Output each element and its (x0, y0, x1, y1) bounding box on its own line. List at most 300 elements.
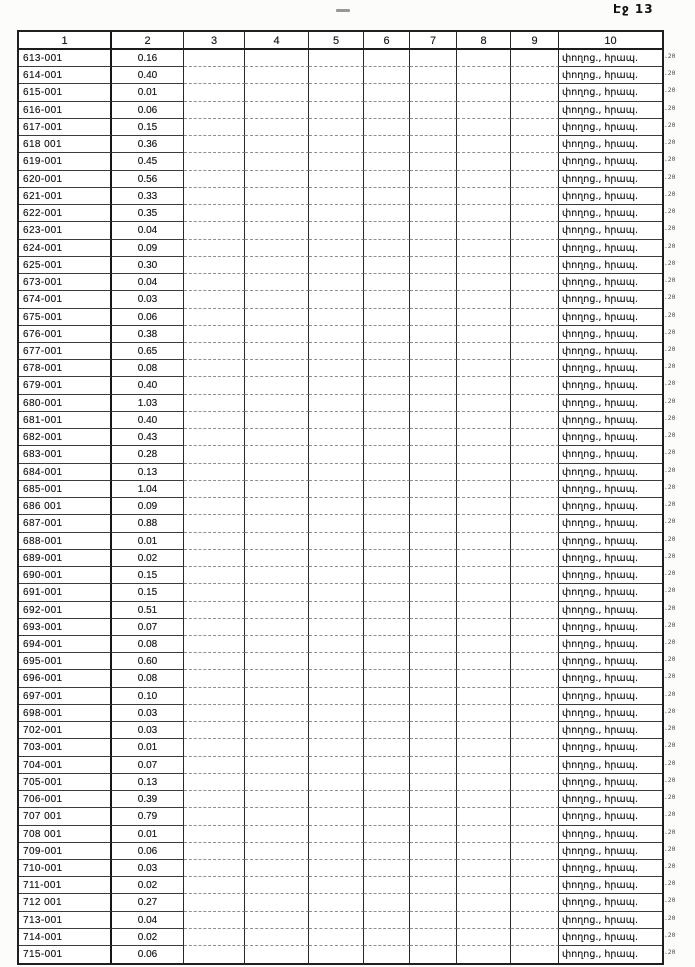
cell-empty (184, 377, 245, 394)
cell-empty (457, 153, 511, 170)
cell-category-note: փողոց., հրապ. (559, 894, 662, 911)
cell-empty (184, 791, 245, 808)
cell-code: 624-001 (19, 240, 112, 257)
cell-empty (364, 84, 410, 101)
cell-empty (184, 929, 245, 946)
cell-code: 683-001 (19, 446, 112, 463)
cell-code: 710-001 (19, 860, 112, 877)
cell-empty (245, 653, 309, 670)
table-row (19, 205, 662, 222)
cell-empty (309, 636, 364, 653)
cell-category-note: փողոց., հրապ. (559, 102, 662, 119)
cell-value: 0.43 (112, 429, 184, 446)
cell-category-note: փողոց., հրապ. (559, 757, 662, 774)
cell-empty (410, 894, 457, 911)
cell-empty (410, 774, 457, 791)
cell-empty (410, 653, 457, 670)
column-header: 7 (410, 32, 457, 50)
cell-empty (184, 670, 245, 687)
cell-empty (245, 602, 309, 619)
cell-value: 0.33 (112, 188, 184, 205)
cell-category-note: փողոց., հրապ. (559, 912, 662, 929)
cell-empty (457, 481, 511, 498)
cell-empty (184, 153, 245, 170)
table-row (19, 136, 662, 153)
cell-empty (364, 894, 410, 911)
edge-mark: .20 (664, 931, 676, 939)
scan-artifact (336, 9, 350, 12)
cell-value: 0.06 (112, 309, 184, 326)
cell-value: 0.51 (112, 602, 184, 619)
cell-empty (410, 946, 457, 963)
cell-empty (364, 481, 410, 498)
cell-empty (245, 343, 309, 360)
cell-empty (410, 377, 457, 394)
cell-empty (184, 84, 245, 101)
cell-value: 0.28 (112, 446, 184, 463)
edge-mark: .20 (664, 500, 676, 508)
edge-mark: .20 (664, 345, 676, 353)
cell-empty (245, 757, 309, 774)
cell-code: 677-001 (19, 343, 112, 360)
cell-empty (309, 274, 364, 291)
cell-empty (309, 619, 364, 636)
cell-empty (364, 688, 410, 705)
cell-empty (511, 688, 559, 705)
cell-category-note: փողոց., հրապ. (559, 602, 662, 619)
cell-value: 0.56 (112, 171, 184, 188)
table-row (19, 343, 662, 360)
cell-empty (184, 515, 245, 532)
cell-empty (184, 826, 245, 843)
cell-empty (245, 774, 309, 791)
table-row (19, 826, 662, 843)
cell-empty (309, 791, 364, 808)
cell-empty (245, 67, 309, 84)
cell-empty (364, 757, 410, 774)
table-row (19, 688, 662, 705)
cell-empty (245, 722, 309, 739)
cell-empty (457, 791, 511, 808)
cell-empty (410, 481, 457, 498)
cell-empty (410, 464, 457, 481)
cell-code: 693-001 (19, 619, 112, 636)
cell-empty (245, 153, 309, 170)
cell-empty (184, 498, 245, 515)
cell-empty (457, 412, 511, 429)
cell-category-note: փողոց., հրապ. (559, 860, 662, 877)
cell-empty (511, 515, 559, 532)
edge-mark: .20 (664, 569, 676, 577)
edge-mark: .20 (664, 86, 676, 95)
cell-empty (309, 860, 364, 877)
cell-empty (364, 722, 410, 739)
cell-value: 0.01 (112, 826, 184, 843)
cell-empty (364, 446, 410, 463)
cell-empty (410, 153, 457, 170)
cell-empty (457, 877, 511, 894)
cell-empty (184, 257, 245, 274)
cell-code: 676-001 (19, 326, 112, 343)
cell-empty (184, 446, 245, 463)
cell-empty (364, 929, 410, 946)
cell-empty (511, 222, 559, 239)
cell-empty (184, 395, 245, 412)
cell-empty (511, 67, 559, 84)
table-row (19, 929, 662, 946)
cell-category-note: փողոց., հրապ. (559, 722, 662, 739)
cell-empty (309, 912, 364, 929)
cell-empty (309, 343, 364, 360)
cell-value: 0.88 (112, 515, 184, 532)
cell-empty (309, 688, 364, 705)
cell-empty (511, 670, 559, 687)
cell-empty (184, 274, 245, 291)
cell-empty (245, 636, 309, 653)
cell-empty (457, 309, 511, 326)
cell-empty (364, 343, 410, 360)
cell-empty (364, 360, 410, 377)
table-row (19, 377, 662, 394)
table-row (19, 636, 662, 653)
cell-code: 625-001 (19, 257, 112, 274)
cell-empty (184, 946, 245, 963)
cell-empty (511, 446, 559, 463)
cell-empty (245, 619, 309, 636)
cell-empty (457, 602, 511, 619)
column-header: 2 (112, 32, 184, 50)
table-row (19, 429, 662, 446)
cell-category-note: փողոց., հրապ. (559, 377, 662, 394)
cell-empty (511, 808, 559, 825)
cell-empty (410, 67, 457, 84)
edge-mark: .20 (664, 259, 676, 267)
cell-code: 694-001 (19, 636, 112, 653)
cell-empty (245, 84, 309, 101)
cell-empty (511, 274, 559, 291)
cell-value: 0.40 (112, 377, 184, 394)
cell-empty (410, 222, 457, 239)
cell-empty (309, 326, 364, 343)
cell-empty (511, 498, 559, 515)
cell-code: 621-001 (19, 188, 112, 205)
cell-code: 623-001 (19, 222, 112, 239)
cell-empty (364, 377, 410, 394)
cell-empty (410, 257, 457, 274)
cell-empty (184, 102, 245, 119)
cell-empty (457, 619, 511, 636)
cell-empty (457, 360, 511, 377)
cell-empty (457, 722, 511, 739)
table-row (19, 446, 662, 463)
cell-code: 709-001 (19, 843, 112, 860)
cell-empty (184, 119, 245, 136)
cell-code: 685-001 (19, 481, 112, 498)
cell-empty (511, 619, 559, 636)
cell-empty (457, 894, 511, 911)
cell-category-note: փողոց., հրապ. (559, 412, 662, 429)
table-row (19, 309, 662, 326)
column-header: 10 (559, 32, 662, 50)
cell-empty (309, 533, 364, 550)
cell-empty (457, 688, 511, 705)
table-row (19, 274, 662, 291)
cell-empty (457, 429, 511, 446)
edge-mark: .20 (664, 328, 676, 336)
cell-empty (245, 50, 309, 67)
table-row (19, 791, 662, 808)
cell-empty (364, 222, 410, 239)
cell-empty (309, 515, 364, 532)
cell-empty (457, 67, 511, 84)
cell-empty (309, 222, 364, 239)
edge-mark: .20 (664, 603, 676, 612)
cell-empty (511, 722, 559, 739)
edge-mark: .20 (664, 104, 676, 112)
cell-empty (457, 808, 511, 825)
cell-empty (457, 705, 511, 722)
edge-mark: .20 (664, 948, 676, 956)
cell-empty (410, 205, 457, 222)
edge-mark: .20 (664, 914, 676, 922)
cell-category-note: փողոց., հրապ. (559, 240, 662, 257)
cell-category-note: փողոց., հրապ. (559, 429, 662, 446)
cell-empty (364, 429, 410, 446)
cell-category-note: փողոց., հրապ. (559, 584, 662, 601)
cell-empty (511, 877, 559, 894)
cell-empty (511, 119, 559, 136)
cell-value: 0.02 (112, 877, 184, 894)
table-row (19, 567, 662, 584)
edge-mark: .20 (664, 293, 676, 301)
cell-empty (457, 946, 511, 963)
cell-empty (410, 757, 457, 774)
cell-empty (309, 412, 364, 429)
cell-empty (309, 360, 364, 377)
cell-empty (184, 136, 245, 153)
cell-category-note: փողոց., հրապ. (559, 360, 662, 377)
cell-empty (457, 584, 511, 601)
cell-value: 0.30 (112, 257, 184, 274)
cell-empty (364, 877, 410, 894)
cell-empty (410, 912, 457, 929)
cell-code: 705-001 (19, 774, 112, 791)
cell-empty (309, 377, 364, 394)
cell-code: 712 001 (19, 894, 112, 911)
cell-empty (364, 670, 410, 687)
cell-value: 0.06 (112, 946, 184, 963)
cell-category-note: փողոց., հրապ. (559, 395, 662, 412)
cell-empty (184, 240, 245, 257)
cell-empty (410, 188, 457, 205)
cell-empty (511, 377, 559, 394)
cell-value: 1.03 (112, 395, 184, 412)
cell-category-note: փողոց., հրապ. (559, 274, 662, 291)
edge-mark: .20 (664, 793, 676, 801)
cell-empty (511, 343, 559, 360)
table-row (19, 860, 662, 877)
cell-code: 673-001 (19, 274, 112, 291)
cell-empty (457, 757, 511, 774)
edge-mark: .20 (664, 896, 676, 905)
table-row (19, 843, 662, 860)
cell-empty (364, 257, 410, 274)
cell-empty (184, 50, 245, 67)
cell-empty (511, 550, 559, 567)
cell-empty (457, 377, 511, 394)
cell-code: 692-001 (19, 602, 112, 619)
cell-empty (364, 240, 410, 257)
cell-empty (245, 240, 309, 257)
cell-empty (410, 550, 457, 567)
cell-empty (245, 188, 309, 205)
cell-value: 0.13 (112, 774, 184, 791)
table-row (19, 602, 662, 619)
table-row (19, 257, 662, 274)
cell-empty (457, 567, 511, 584)
cell-value: 0.15 (112, 567, 184, 584)
cell-empty (309, 171, 364, 188)
cell-empty (457, 274, 511, 291)
cell-category-note: փողոց., հրապ. (559, 153, 662, 170)
cell-empty (184, 619, 245, 636)
cell-empty (245, 826, 309, 843)
cell-empty (364, 188, 410, 205)
cell-value: 0.45 (112, 153, 184, 170)
cell-empty (410, 843, 457, 860)
cell-empty (410, 84, 457, 101)
cell-empty (245, 395, 309, 412)
cell-empty (184, 309, 245, 326)
table-row (19, 533, 662, 550)
cell-category-note: փողոց., հրապ. (559, 619, 662, 636)
cell-empty (364, 584, 410, 601)
edge-mark: .20 (664, 535, 676, 543)
cell-empty (309, 670, 364, 687)
cell-empty (184, 912, 245, 929)
cell-empty (457, 84, 511, 101)
cell-value: 1.04 (112, 481, 184, 498)
cell-empty (511, 653, 559, 670)
cell-empty (410, 360, 457, 377)
cell-value: 0.08 (112, 636, 184, 653)
cell-value: 0.08 (112, 670, 184, 687)
table-row (19, 102, 662, 119)
table-row (19, 326, 662, 343)
table-row (19, 412, 662, 429)
cell-category-note: փողոց., հրապ. (559, 84, 662, 101)
cell-empty (184, 584, 245, 601)
table-row (19, 291, 662, 308)
edge-mark: .20 (664, 310, 676, 319)
cell-empty (364, 860, 410, 877)
cell-empty (457, 912, 511, 929)
cell-empty (184, 533, 245, 550)
cell-code: 687-001 (19, 515, 112, 532)
cell-empty (457, 102, 511, 119)
edge-mark: .20 (664, 52, 676, 60)
cell-category-note: փողոց., հրապ. (559, 119, 662, 136)
cell-empty (245, 533, 309, 550)
cell-empty (457, 257, 511, 274)
cell-code: 675-001 (19, 309, 112, 326)
cell-empty (410, 533, 457, 550)
cell-empty (457, 498, 511, 515)
cell-value: 0.04 (112, 274, 184, 291)
cell-category-note: փողոց., հրապ. (559, 877, 662, 894)
cell-empty (410, 412, 457, 429)
cell-empty (309, 774, 364, 791)
edge-mark: .20 (664, 586, 676, 594)
cell-category-note: փողոց., հրապ. (559, 670, 662, 687)
edge-mark: .20 (664, 879, 676, 887)
table-row (19, 67, 662, 84)
cell-empty (511, 791, 559, 808)
cell-code: 681-001 (19, 412, 112, 429)
cell-empty (184, 550, 245, 567)
cell-empty (511, 826, 559, 843)
cell-value: 0.40 (112, 67, 184, 84)
cell-empty (410, 498, 457, 515)
table-row (19, 808, 662, 825)
cell-empty (511, 291, 559, 308)
cell-empty (184, 757, 245, 774)
page-number-label: Էջ 13 (613, 2, 654, 16)
cell-value: 0.79 (112, 808, 184, 825)
cell-empty (309, 481, 364, 498)
cell-empty (245, 119, 309, 136)
cell-empty (511, 567, 559, 584)
cell-empty (511, 739, 559, 756)
table-row (19, 481, 662, 498)
edge-mark: .20 (664, 448, 676, 457)
edge-mark: .20 (664, 810, 676, 818)
cell-value: 0.36 (112, 136, 184, 153)
cell-code: 619-001 (19, 153, 112, 170)
cell-empty (184, 602, 245, 619)
cell-empty (364, 808, 410, 825)
cell-empty (457, 343, 511, 360)
cell-value: 0.08 (112, 360, 184, 377)
cell-empty (457, 636, 511, 653)
cell-category-note: փողոց., հրապ. (559, 257, 662, 274)
cell-empty (410, 808, 457, 825)
cell-empty (457, 515, 511, 532)
cell-empty (511, 136, 559, 153)
edge-mark: .20 (664, 173, 676, 181)
cell-empty (457, 119, 511, 136)
cell-empty (457, 653, 511, 670)
table-row (19, 912, 662, 929)
table-row (19, 119, 662, 136)
cell-empty (309, 309, 364, 326)
cell-empty (364, 171, 410, 188)
cell-value: 0.02 (112, 550, 184, 567)
edge-mark: .20 (664, 224, 676, 233)
cell-empty (245, 464, 309, 481)
cell-empty (410, 119, 457, 136)
cell-empty (410, 240, 457, 257)
cell-empty (309, 584, 364, 601)
cell-empty (410, 446, 457, 463)
table-row (19, 946, 662, 963)
cell-empty (364, 636, 410, 653)
cell-empty (309, 567, 364, 584)
cell-empty (511, 929, 559, 946)
cell-empty (245, 791, 309, 808)
cell-empty (184, 722, 245, 739)
cell-category-note: փողոց., հրապ. (559, 929, 662, 946)
